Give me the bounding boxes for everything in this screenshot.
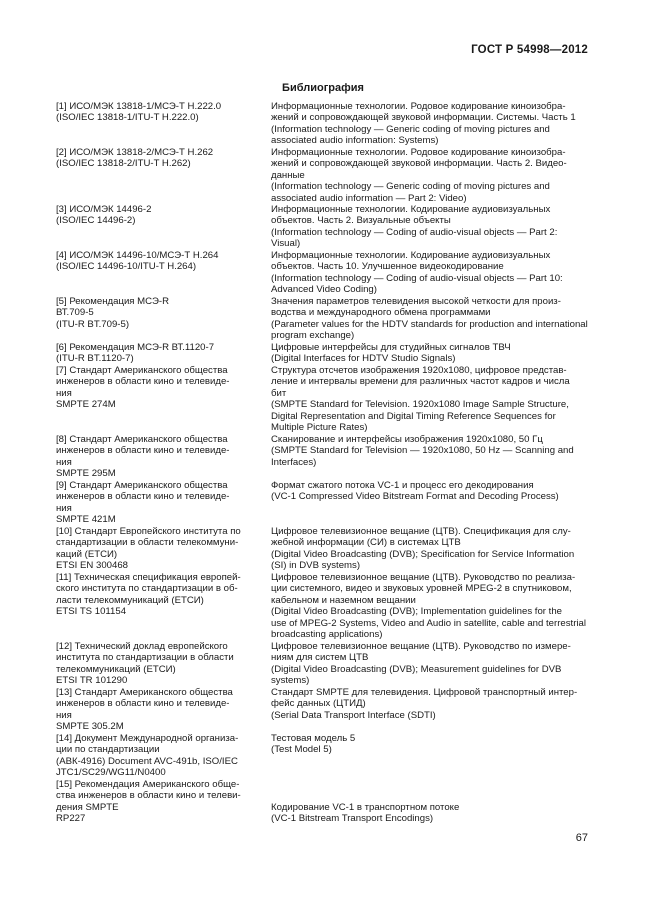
reference-line: ETSI TS 101154 [56, 606, 127, 618]
reference-line: инженеров в области кино и телевиде- [56, 698, 230, 710]
reference-line: инженеров в области кино и телевиде- [56, 376, 230, 388]
entry-description [271, 572, 596, 640]
reference-line: SMPTE 274M [56, 399, 116, 411]
description-line: Значения параметров телевидения высокой четкости для произ- [271, 296, 561, 307]
description-line: ниям для систем ЦТВ [271, 652, 369, 664]
entry-reference [56, 733, 252, 779]
description-line: Цифровое телевизионное вещание (ЦТВ). Спецификация для слу- [271, 526, 571, 537]
reference-line: телекоммуникаций (ЕТСИ) [56, 663, 176, 675]
entry-reference [56, 250, 252, 273]
reference-line: (ISO/IEC 14496-2) [56, 215, 136, 227]
description-line: (SMPTE Standard for Television. 1920x1080 Image Sample Structure, [271, 399, 569, 411]
reference-line: (ISO/IEC 13818-1/ITU-T H.222.0) [56, 112, 199, 124]
entry-description [271, 434, 596, 468]
description-line: Формат сжатого потока VC-1 и процесс его декодирования [271, 480, 534, 491]
description-line: (Information technology — Generic coding of moving pictures and [271, 181, 550, 193]
description-line: (SMPTE Standard for Television — 1920x1080, 50 Hz — Scanning and [271, 445, 574, 457]
entry-description [271, 802, 596, 825]
description-line: Информационные технологии. Родовое кодирование киноизобра- [271, 147, 566, 158]
reference-line: [4] ИСО/МЭК 14496-10/МСЭ-Т Н.264 [56, 250, 219, 261]
entry-reference [56, 365, 252, 411]
reference-line: SMPTE 295M [56, 468, 116, 480]
entry-reference [56, 342, 252, 365]
description-line: Кодирование VC-1 в транспортном потоке [271, 802, 460, 813]
entry-reference [56, 641, 252, 687]
page-number: 67 [575, 832, 588, 844]
description-line: ление и интервалы времени для различных частот кадров и числа [271, 376, 570, 388]
description-line: кабельном и наземном вещании [271, 594, 416, 606]
description-line: program exchange) [271, 330, 355, 342]
entry-reference [56, 779, 252, 825]
description-line: бит [271, 387, 287, 399]
reference-line: ства инженеров в области кино и телеви- [56, 790, 241, 802]
entry-reference [56, 204, 252, 227]
entry-description [271, 641, 596, 687]
description-line: жений и сопровождающей звуковой информации. Системы. Часть 1 [271, 112, 576, 124]
entry-description [271, 733, 596, 756]
reference-line: (ITU-R BT.709-5) [56, 318, 130, 330]
reference-line: [15] Рекомендация Американского обще- [56, 779, 240, 790]
reference-line: ния [56, 456, 72, 468]
reference-line: [12] Технический доклад европейского [56, 641, 228, 652]
description-line: (Digital Video Broadcasting (DVB); Implementation guidelines for the [271, 606, 562, 618]
description-line: (Information technology — Generic coding of moving pictures and [271, 123, 550, 135]
description-line: (VC-1 Compressed Video Bitstream Format and Decoding Process) [271, 491, 559, 503]
description-line: жений и сопровождающей звуковой информации. Часть 2. Видео- [271, 158, 567, 170]
reference-line: ВТ.709-5 [56, 307, 94, 319]
description-line: Interfaces) [271, 456, 317, 468]
description-line: Цифровые интерфейсы для студийных сигналов ТВЧ [271, 342, 511, 353]
reference-line: ETSI EN 300468 [56, 560, 128, 572]
reference-line: ния [56, 387, 72, 399]
description-line: (Digital Interfaces for HDTV Studio Signals) [271, 353, 456, 365]
entry-reference [56, 572, 252, 618]
description-line: Advanced Video Coding) [271, 284, 377, 296]
entry-description [271, 480, 596, 503]
description-line: associated audio information — Part 2: Video) [271, 192, 467, 204]
reference-line: RP227 [56, 813, 86, 825]
description-line: (Information technology — Coding of audio-visual objects — Part 2: [271, 226, 558, 238]
entry-description [271, 365, 596, 433]
description-line: (SI) in DVB systems) [271, 560, 361, 572]
description-line: (Digital Video Broadcasting (DVB); Specification for Service Information [271, 548, 575, 560]
reference-line: [7] Стандарт Американского общества [56, 365, 228, 376]
reference-line: института по стандартизации в области [56, 652, 234, 664]
document-header: ГОСТ Р 54998—2012 [471, 44, 588, 56]
reference-line: ETSI TR 101290 [56, 675, 128, 687]
description-line: associated audio information: Systems) [271, 135, 439, 147]
entry-description [271, 526, 596, 572]
entry-reference [56, 296, 252, 330]
reference-line: ции по стандартизации [56, 744, 160, 756]
reference-line: SMPTE 305.2M [56, 721, 124, 733]
reference-line: [2] ИСО/МЭК 13818-2/МСЭ-Т Н.262 [56, 147, 214, 158]
reference-line: ния [56, 709, 72, 721]
entry-reference [56, 687, 252, 733]
description-line: Цифровое телевизионное вещание (ЦТВ). Руководство по реализа- [271, 572, 576, 583]
reference-line: SMPTE 421M [56, 514, 116, 526]
description-line: Digital Representation and Digital Timing Reference Sequences for [271, 410, 556, 422]
entry-description [271, 687, 596, 721]
description-line: ции системного, видео и звуковых уровней MPEG-2 в спутниковом, [271, 583, 572, 595]
entry-reference [56, 480, 252, 526]
description-line: фейс данных (ЦТИД) [271, 698, 366, 710]
reference-line: инженеров в области кино и телевиде- [56, 445, 230, 457]
description-line: Тестовая модель 5 [271, 733, 356, 744]
description-line: жебной информации (СИ) в системах ЦТВ [271, 537, 461, 549]
description-line: broadcasting applications) [271, 629, 383, 641]
reference-line: [5] Рекомендация МСЭ-R [56, 296, 169, 307]
reference-line: ласти телекоммуникаций (ЕТСИ) [56, 594, 204, 606]
entry-description [271, 204, 596, 250]
reference-line: [3] ИСО/МЭК 14496-2 [56, 204, 152, 215]
description-line: (Digital Video Broadcasting (DVB); Measurement guidelines for DVB [271, 663, 562, 675]
reference-line: [11] Техническая спецификация европей- [56, 572, 241, 583]
entry-description [271, 296, 596, 342]
description-line: Структура отсчетов изображения 1920x1080, цифровое представ- [271, 365, 567, 376]
description-line: (Serial Data Transport Interface (SDTI) [271, 709, 436, 721]
description-line: Информационные технологии. Родовое кодирование киноизобра- [271, 101, 566, 112]
description-line: Сканирование и интерфейсы изображения 1920x1080, 50 Гц [271, 434, 543, 445]
reference-line: [14] Документ Международной организа- [56, 733, 239, 744]
description-line: (Test Model 5) [271, 744, 332, 756]
entry-reference [56, 101, 252, 124]
entry-reference [56, 147, 252, 170]
reference-line: инженеров в области кино и телевиде- [56, 491, 230, 503]
reference-line: [8] Стандарт Американского общества [56, 434, 228, 445]
description-line: (Information technology — Coding of audio-visual objects — Part 10: [271, 272, 563, 284]
description-line: Информационные технологии. Кодирование аудиовизуальных [271, 204, 551, 215]
reference-line: (ISO/IEC 14496-10/ITU-T H.264) [56, 261, 197, 273]
reference-line: JTC1/SC29/WG11/N0400 [56, 767, 166, 779]
reference-line: [6] Рекомендация МСЭ-R ВТ.1120-7 [56, 342, 215, 353]
entry-reference [56, 434, 252, 480]
description-line: systems) [271, 675, 310, 687]
reference-line: [10] Стандарт Европейского института по [56, 526, 241, 537]
reference-line: (АВК-4916) Document AVC-491b, ISO/IEC [56, 755, 238, 767]
entry-description [271, 101, 596, 147]
description-line: Visual) [271, 238, 301, 250]
description-line: Информационные технологии. Кодирование аудиовизуальных [271, 250, 551, 261]
description-line: объектов. Часть 2. Визуальные объекты [271, 215, 451, 227]
description-line: Multiple Picture Rates) [271, 422, 368, 434]
reference-line: каций (ЕТСИ) [56, 548, 118, 560]
description-line: Стандарт SMPTE для телевидения. Цифровой транспортный интер- [271, 687, 578, 698]
reference-line: ского института по стандартизации в об- [56, 583, 238, 595]
entry-description [271, 250, 596, 296]
description-line: водства и международного обмена программами [271, 307, 491, 319]
description-line: данные [271, 169, 305, 181]
page-title: Библиография [282, 82, 364, 94]
reference-line: [9] Стандарт Американского общества [56, 480, 228, 491]
entry-description [271, 342, 596, 365]
reference-line: (ITU-R BT.1120-7) [56, 353, 134, 365]
description-line: Цифровое телевизионное вещание (ЦТВ). Руководство по измере- [271, 641, 571, 652]
entry-reference [56, 526, 252, 572]
description-line: use of MPEG-2 Systems, Video and Audio in satellite, cable and terrestrial [271, 617, 586, 629]
reference-line: дения SMPTE [56, 801, 119, 813]
reference-line: [1] ИСО/МЭК 13818-1/МСЭ-Т Н.222.0 [56, 101, 222, 112]
description-line: объектов. Часть 10. Улучшенное видеокодирование [271, 261, 504, 273]
reference-line: (ISO/IEC 13818-2/ITU-T H.262) [56, 158, 191, 170]
entry-description [271, 147, 596, 204]
description-line: (VC-1 Bitstream Transport Encodings) [271, 813, 434, 825]
reference-line: стандартизации в области телекоммуни- [56, 537, 239, 549]
reference-line: ния [56, 502, 72, 514]
reference-line: [13] Стандарт Американского общества [56, 687, 233, 698]
description-line: (Parameter values for the HDTV standards for production and international [271, 318, 588, 330]
